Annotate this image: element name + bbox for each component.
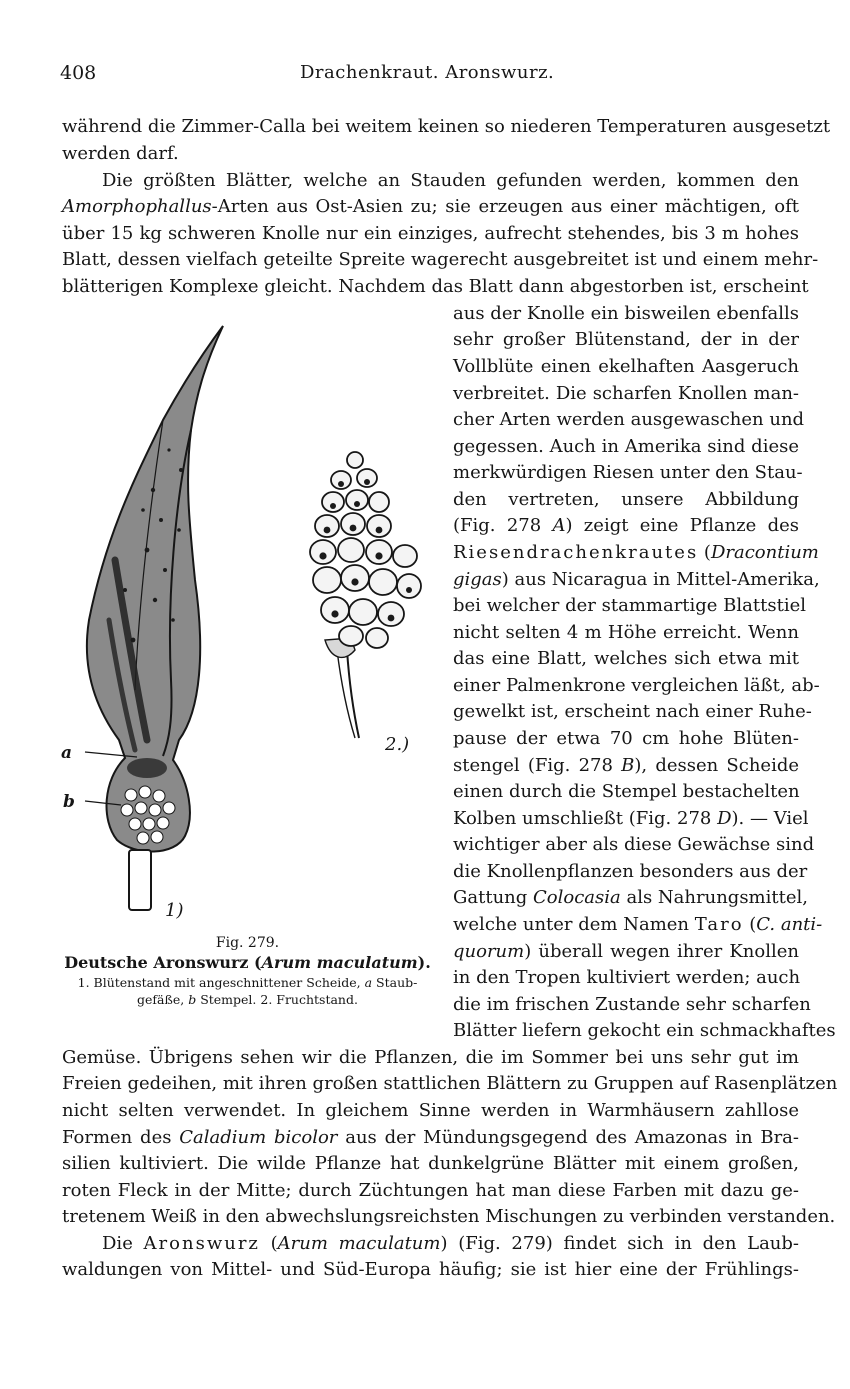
text-line: verbreitet. Die scharfen Knollen man-	[453, 383, 799, 404]
label-1: 1)	[165, 900, 184, 921]
text-span: Die	[102, 1233, 144, 1254]
text-span: a	[364, 975, 373, 990]
text-line: roten Fleck in der Mitte; durch Züchtungen hat man diese Farben mit dazu ge-	[62, 1180, 799, 1201]
text-line: Blätter liefern gekocht ein schmackhaftes	[453, 1020, 836, 1041]
text-line	[102, 1230, 799, 1257]
text-span: (	[743, 914, 757, 935]
text-line: einen durch die Stempel bestachelten	[453, 781, 800, 802]
text-line	[453, 938, 799, 965]
text-line: waldungen von Mittel- und Süd-Europa häufig; sie ist hier eine der Frühlings-	[62, 1259, 799, 1280]
spathe-drawing	[85, 326, 223, 910]
plant-name: Aronswurz	[143, 1233, 260, 1254]
text-span: aus der Mündungsgegend des Amazonas in Bra-	[337, 1127, 799, 1148]
text-line: cher Arten werden ausgewaschen und	[453, 409, 805, 430]
text-span: als Nahrungsmittel,	[620, 887, 808, 908]
fruit-cluster-drawing	[310, 452, 421, 738]
text-line	[453, 911, 823, 938]
text-line: wichtiger aber als diese Gewächse sind	[453, 834, 815, 855]
text-span: ).	[417, 953, 431, 972]
text-line: tretenem Weiß in den abwechslungsreichsten Mischungen zu verbinden verstanden.	[62, 1206, 836, 1227]
text-line: Freien gedeihen, mit ihren großen stattlichen Blättern zu Gruppen auf Rasenplätzen	[62, 1073, 838, 1094]
text-line	[62, 193, 799, 220]
text-span: ) aus Nicaragua in Mittel-Amerika,	[501, 569, 820, 590]
species-name: Arum maculatum	[261, 953, 418, 972]
text-span: D	[717, 808, 732, 829]
text-span: Staub-	[372, 975, 418, 990]
label-b: b	[63, 792, 75, 812]
text-line: die im frischen Zustande sehr scharfen	[453, 994, 811, 1015]
genus-name: Amorphophallus	[62, 196, 212, 217]
text-line	[453, 884, 808, 911]
plant-name: Taro	[694, 914, 744, 935]
figure-legend	[55, 974, 440, 1008]
text-span: Stempel. 2. Fruchtstand.	[196, 992, 358, 1007]
text-span: (	[698, 542, 711, 563]
figure-caption	[55, 934, 440, 1008]
text-line: sehr großer Blütenstand, der in der	[453, 329, 799, 350]
species-name: Caladium bicolor	[179, 1127, 338, 1148]
text-span: B	[621, 755, 635, 776]
text-line: Die größten Blätter, welche an Stauden gefunden werden, kommen den	[102, 170, 799, 191]
text-line: das eine Blatt, welches sich etwa mit	[453, 648, 799, 669]
text-span: stengel (Fig. 278	[453, 755, 622, 776]
text-span: Deutsche Aronswurz (	[64, 953, 262, 972]
text-line: in den Tropen kultiviert werden; auch	[453, 967, 801, 988]
figure-number: Fig. 279.	[215, 935, 280, 951]
text-span: ) zeigt eine Pflanze des	[565, 515, 800, 536]
text-span: -Arten aus Ost-Asien zu; sie erzeugen aus einer mächtigen, oft	[211, 196, 799, 217]
legend-line	[55, 974, 440, 991]
text-line: bei welcher der stammartige Blattstiel	[453, 595, 807, 616]
text-line	[453, 805, 809, 832]
genus-name: Colocasia	[533, 887, 621, 908]
text-line: während die Zimmer-Calla bei weitem keinen so niederen Temperaturen ausgesetzt	[62, 116, 831, 137]
text-span: Kolben umschließt (Fig. 278	[453, 808, 718, 829]
text-span: ) (Fig. 279) findet sich in den Laub-	[440, 1233, 799, 1254]
text-span: (	[259, 1233, 278, 1254]
text-span: 1. Blütenstand mit angeschnittener Scheide,	[77, 975, 365, 990]
text-line: gegessen. Auch in Amerika sind diese	[453, 436, 799, 457]
text-line: pause der etwa 70 cm hohe Blüten-	[453, 728, 799, 749]
figure-title	[55, 952, 440, 974]
text-line: Gemüse. Übrigens sehen wir die Pflanzen, die im Sommer bei uns sehr gut im	[62, 1047, 799, 1068]
text-line: gewelkt ist, erscheint nach einer Ruhe-	[453, 701, 812, 722]
text-line: blätterigen Komplexe gleicht. Nachdem das Blatt dann abgestorben ist, erscheint	[62, 276, 809, 297]
text-line	[453, 512, 799, 539]
text-span: A	[552, 515, 566, 536]
text-line	[453, 752, 799, 779]
text-span: ), dessen Scheide	[634, 755, 800, 776]
plant-name: Riesendrachenkrautes	[453, 542, 699, 563]
text-span: welche unter dem Namen	[453, 914, 695, 935]
label-a: a	[61, 743, 73, 763]
text-span: gefäße,	[137, 992, 189, 1007]
page-number: 408	[60, 62, 97, 84]
running-head: Drachenkraut. Aronswurz.	[300, 62, 555, 83]
text-line: silien kultiviert. Die wilde Pflanze hat dunkelgrüne Blätter mit einem großen,	[62, 1153, 799, 1174]
text-span: Gattung	[453, 887, 534, 908]
species-name: Arum maculatum	[277, 1233, 441, 1254]
text-line: Vollblüte einen ekelhaften Aasgeruch	[453, 356, 799, 377]
text-line: Blatt, dessen vielfach geteilte Spreite wagerecht ausgebreitet ist und einem mehr-	[62, 249, 819, 270]
text-line: über 15 kg schweren Knolle nur ein einziges, aufrecht stehendes, bis 3 m hohes	[62, 223, 799, 244]
label-2: 2.)	[385, 734, 410, 755]
text-line: nicht selten 4 m Höhe erreicht. Wenn	[453, 622, 799, 643]
text-span: Formen des	[62, 1127, 180, 1148]
text-line	[453, 539, 819, 566]
text-span: (Fig. 278	[453, 515, 553, 536]
species-name: quorum	[453, 941, 525, 962]
text-span: ) überall wegen ihrer Knollen	[524, 941, 799, 962]
figure-illustration	[55, 320, 440, 940]
text-line: einer Palmenkrone vergleichen läßt, ab-	[453, 675, 820, 696]
species-name: C. anti-	[756, 914, 823, 935]
text-line: werden darf.	[62, 143, 179, 164]
text-span: ). — Viel	[731, 808, 809, 829]
species-name: gigas	[453, 569, 502, 590]
text-span: b	[188, 992, 197, 1007]
text-line	[453, 566, 820, 593]
text-line: den vertreten, unsere Abbildung	[453, 489, 799, 510]
text-line: aus der Knolle ein bisweilen ebenfalls	[453, 303, 799, 324]
species-name: Dracontium	[710, 542, 819, 563]
text-line: nicht selten verwendet. In gleichem Sinne werden in Warmhäusern zahllose	[62, 1100, 799, 1121]
text-line	[62, 1124, 799, 1151]
text-line: die Knollenpflanzen besonders aus der	[453, 861, 808, 882]
legend-line	[55, 991, 440, 1008]
text-line: merkwürdigen Riesen unter den Stau-	[453, 462, 803, 483]
